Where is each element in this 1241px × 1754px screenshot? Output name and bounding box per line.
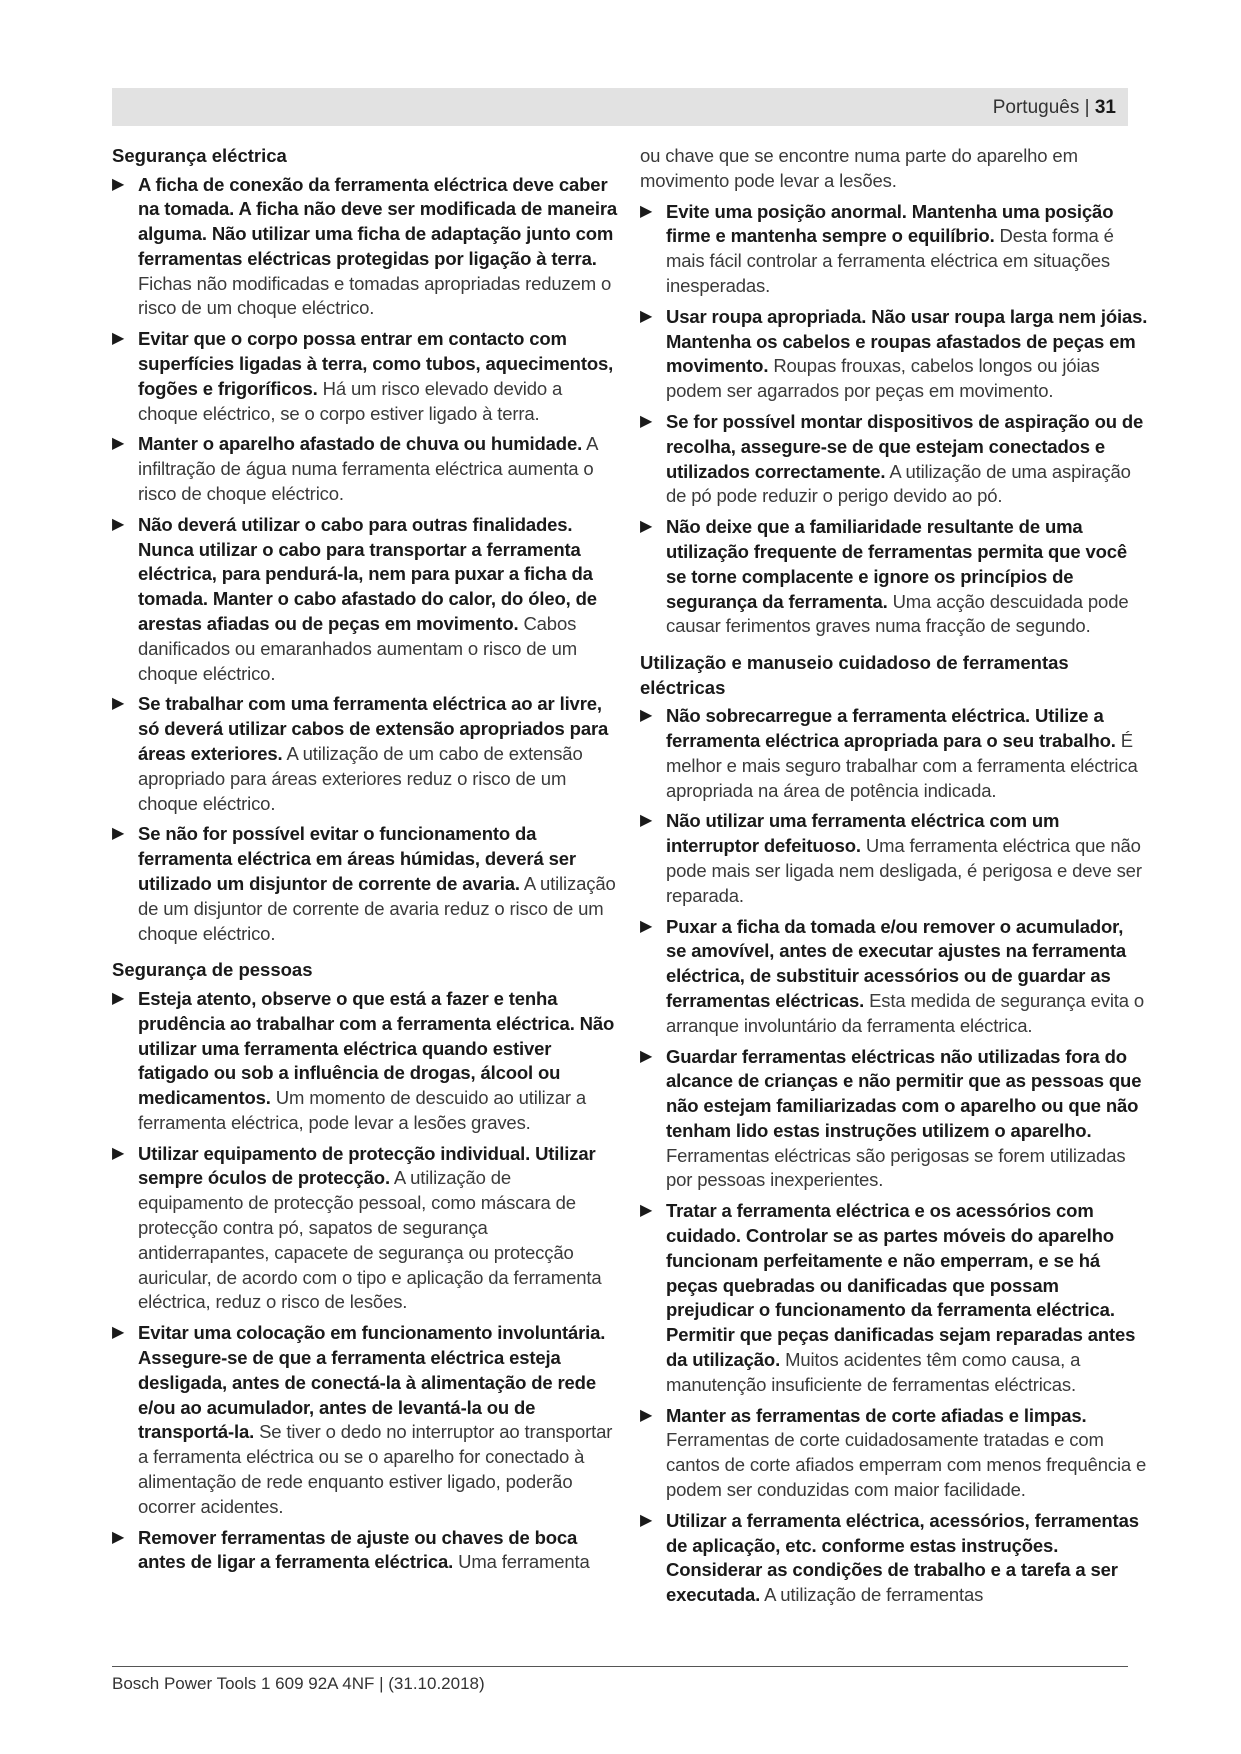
page-number: 31: [1094, 97, 1116, 118]
triangle-bullet-icon: ▶: [640, 307, 653, 325]
triangle-bullet-icon: ▶: [640, 1202, 653, 1220]
item-bold-text: Evitar uma colocação em funcionamento involuntária. Assegure-se de que a ferramenta eléctrica esteja desligada, antes de conectá-la à alimentação de rede e/ou ao acumulador, antes de levantá-la ou de transportá-la.: [138, 1322, 606, 1443]
item-bold-text: Guardar ferramentas eléctricas não utilizadas fora do alcance de crianças e não permitir que as pessoas que não estejam familiarizadas com o aparelho ou que não tenham lido estas instruções utilizem o aparelho.: [666, 1045, 1142, 1141]
list-item: [640, 1045, 1148, 1194]
list-item: [112, 822, 620, 946]
triangle-bullet-icon: ▶: [112, 1144, 125, 1162]
triangle-bullet-icon: ▶: [640, 1406, 653, 1424]
item-normal-text: Esta medida de segurança evita o arranque involuntário da ferramenta eléctrica.: [666, 989, 1145, 1036]
item-normal-text: Se tiver o dedo no interruptor ao transportar a ferramenta eléctrica ou se o aparelho for conectado à alimentação de rede enquanto estiver ligado, poderão ocorrer acidentes.: [138, 1421, 613, 1517]
item-bold-text: Usar roupa apropriada. Não usar roupa larga nem jóias. Mantenha os cabelos e roupas afastados de peças em movimento.: [666, 305, 1148, 377]
item-bold-text: Se trabalhar com uma ferramenta eléctrica ao ar livre, só deverá utilizar cabos de extensão apropriados para áreas exteriores.: [138, 693, 609, 765]
item-normal-text: É melhor e mais seguro trabalhar com a ferramenta eléctrica apropriada na área de potência indicada.: [666, 729, 1138, 801]
triangle-bullet-icon: ▶: [112, 1324, 125, 1342]
list-item: [640, 809, 1148, 908]
item-bold-text: A ficha de conexão da ferramenta eléctrica deve caber na tomada. A ficha não deve ser modificada de maneira alguma. Não utilizar uma ficha de adaptação junto com ferramentas eléctricas protegidas por ligação à terra.: [138, 173, 618, 269]
item-normal-text: A infiltração de água numa ferramenta eléctrica aumenta o risco de choque eléctrico.: [138, 433, 598, 505]
header-language: Português: [992, 97, 1080, 118]
tool-use-list: [640, 704, 1148, 1608]
triangle-bullet-icon: ▶: [112, 175, 125, 193]
header-separator: |: [1079, 97, 1095, 118]
triangle-bullet-icon: ▶: [640, 1511, 653, 1529]
right-column: [640, 144, 1148, 1614]
item-normal-text: Um momento de descuido ao utilizar a ferramenta eléctrica, pode levar a lesões graves.: [138, 1087, 587, 1133]
item-normal-text: A utilização de equipamento de protecção pessoal, como máscara de protecção contra pó, sapatos de segurança antiderrapantes, capacete de segurança ou protecção auricular, de acordo com o tipo e aplicação da ferramenta eléctrica, reduz o risco de lesões.: [138, 1167, 602, 1313]
page-header: [993, 97, 1116, 119]
item-bold-text: Não sobrecarregue a ferramenta eléctrica. Utilize a ferramenta eléctrica apropriada para o seu trabalho.: [666, 705, 1116, 751]
item-normal-text: Uma ferramenta eléctrica que não pode mais ser ligada nem desligada, é perigosa e deve ser reparada.: [666, 835, 1142, 906]
item-normal-text: Há um risco elevado devido a choque eléctrico, se o corpo estiver ligado à terra.: [138, 377, 563, 424]
item-bold-text: Manter o aparelho afastado de chuva ou humidade.: [138, 433, 583, 455]
item-normal-text: A utilização de um cabo de extensão apropriado para áreas exteriores reduz o risco de um choque eléctrico.: [138, 743, 583, 814]
item-normal-text: A utilização de ferramentas: [760, 1584, 984, 1606]
item-bold-text: Não deverá utilizar o cabo para outras finalidades. Nunca utilizar o cabo para transportar a ferramenta eléctrica, para pendurá-la, nem para puxar a ficha da tomada. Manter o cabo afastado do calor, do óleo, de arestas afiadas ou de peças em movimento.: [138, 513, 597, 635]
continued-text: ou chave que se encontre numa parte do aparelho em movimento pode levar a lesões.: [640, 145, 1078, 191]
section-title-personal-safety: Segurança de pessoas: [112, 959, 313, 981]
item-normal-text: A utilização de uma aspiração de pó pode reduzir o perigo devido ao pó.: [666, 460, 1131, 507]
section-title-electrical-safety: Segurança eléctrica: [112, 145, 287, 166]
list-item: [640, 515, 1148, 639]
item-bold-text: Se for possível montar dispositivos de aspiração ou de recolha, assegure-se de que estejam conectados e utilizados correctamente.: [666, 410, 1144, 482]
triangle-bullet-icon: ▶: [640, 202, 653, 220]
item-normal-text: Roupas frouxas, cabelos longos ou jóias podem ser agarrados por peças em movimento.: [666, 355, 1100, 402]
item-normal-text: Desta forma é mais fácil controlar a ferramenta eléctrica em situações inesperadas.: [666, 225, 1114, 296]
item-normal-text: A utilização de um disjuntor de corrente de avaria reduz o risco de um choque eléctrico.: [138, 873, 616, 944]
list-item: [640, 305, 1148, 404]
list-item: [112, 692, 620, 816]
list-item: [112, 432, 620, 506]
item-bold-text: Utilizar equipamento de protecção individual. Utilizar sempre óculos de protecção.: [138, 1142, 596, 1189]
item-normal-text: Ferramentas de corte cuidadosamente tratadas e com cantos de corte afiados emperram com menos frequência e podem ser conduzidas com maior facilidade.: [666, 1429, 1147, 1501]
item-bold-text: Se não for possível evitar o funcionamento da ferramenta eléctrica em áreas húmidas, deverá ser utilizado um disjuntor de corrente de avaria.: [138, 823, 576, 895]
list-item: [640, 1199, 1148, 1397]
list-item: [112, 1321, 620, 1519]
section-title-tool-use: Utilização e manuseio cuidadoso de ferramentas eléctricas: [640, 652, 1069, 698]
list-item: [112, 513, 620, 687]
list-item: [640, 1404, 1148, 1503]
list-item: [112, 1142, 620, 1316]
list-item: [112, 1526, 620, 1576]
item-normal-text: Ferramentas eléctricas são perigosas se forem utilizadas por pessoas inexperientes.: [666, 1144, 1126, 1191]
triangle-bullet-icon: ▶: [640, 518, 653, 536]
list-item: [112, 327, 620, 426]
triangle-bullet-icon: ▶: [112, 825, 125, 843]
triangle-bullet-icon: ▶: [640, 812, 653, 830]
item-normal-text: Muitos acidentes têm como causa, a manutenção insuficiente de ferramentas eléctricas.: [666, 1349, 1081, 1395]
left-column: [112, 144, 620, 1581]
item-bold-text: Não utilizar uma ferramenta eléctrica com um interruptor defeituoso.: [666, 810, 1060, 857]
list-item: [640, 704, 1148, 803]
list-item: [112, 987, 620, 1136]
electrical-safety-list: [112, 173, 620, 947]
item-bold-text: Não deixe que a familiaridade resultante de uma utilização frequente de ferramentas permita que você se torne complacente e ignore os princípios de segurança da ferramenta.: [666, 516, 1128, 612]
item-bold-text: Manter as ferramentas de corte afiadas e limpas.: [666, 1404, 1087, 1426]
triangle-bullet-icon: ▶: [640, 917, 653, 935]
list-item: [640, 410, 1148, 509]
triangle-bullet-icon: ▶: [112, 330, 125, 348]
footer-text: Bosch Power Tools 1 609 92A 4NF | (31.10.2018): [112, 1674, 485, 1693]
item-normal-text: Uma acção descuidada pode causar ferimentos graves numa fracção de segundo.: [666, 590, 1129, 637]
list-item: [640, 1509, 1148, 1608]
list-item: [640, 915, 1148, 1039]
triangle-bullet-icon: ▶: [112, 1528, 125, 1546]
footer-rule: [112, 1666, 1128, 1667]
list-item: [112, 173, 620, 322]
triangle-bullet-icon: ▶: [640, 412, 653, 430]
triangle-bullet-icon: ▶: [640, 707, 653, 725]
item-normal-text: Uma ferramenta: [453, 1551, 590, 1573]
list-item: [640, 200, 1148, 299]
page-header-bar: [112, 88, 1128, 126]
triangle-bullet-icon: ▶: [640, 1047, 653, 1065]
item-bold-text: Remover ferramentas de ajuste ou chaves de boca antes de ligar a ferramenta eléctrica.: [138, 1526, 578, 1573]
item-bold-text: Evite uma posição anormal. Mantenha uma posição firme e mantenha sempre o equilíbrio.: [666, 200, 1114, 247]
triangle-bullet-icon: ▶: [112, 989, 125, 1007]
item-bold-text: Utilizar a ferramenta eléctrica, acessórios, ferramentas de aplicação, etc. conforme estas instruções. Considerar as condições de trabalho e a tarefa a ser executada.: [666, 1509, 1139, 1606]
triangle-bullet-icon: ▶: [112, 515, 125, 533]
personal-safety-list: [112, 987, 620, 1575]
triangle-bullet-icon: ▶: [112, 435, 125, 453]
personal-safety-list-continued: [640, 200, 1148, 640]
item-normal-text: Cabos danificados ou emaranhados aumentam o risco de um choque eléctrico.: [138, 613, 577, 684]
item-bold-text: Puxar a ficha da tomada e/ou remover o acumulador, se amovível, antes de executar ajustes na ferramenta eléctrica, de substituir acessórios ou de guardar as ferramentas eléctricas.: [666, 915, 1127, 1011]
triangle-bullet-icon: ▶: [112, 695, 125, 713]
item-bold-text: Tratar a ferramenta eléctrica e os acessórios com cuidado. Controlar se as partes móveis do aparelho funcionam perfeitamente e não emperram, e se há peças quebradas ou danificadas que possam prejudicar o funcionamento da ferramenta eléctrica. Permitir que peças danificadas sejam reparadas antes da utilização.: [666, 1200, 1136, 1371]
item-bold-text: Evitar que o corpo possa entrar em contacto com superfícies ligadas à terra, como tubos, aquecimentos, fogões e frigoríficos.: [138, 328, 614, 399]
item-bold-text: Esteja atento, observe o que está a fazer e tenha prudência ao trabalhar com a ferramenta eléctrica. Não utilizar uma ferramenta eléctrica quando estiver fatigado ou sob a influência de drogas, álcool ou medicamentos.: [138, 987, 615, 1109]
item-normal-text: Fichas não modificadas e tomadas apropriadas reduzem o risco de um choque eléctrico.: [138, 272, 612, 319]
